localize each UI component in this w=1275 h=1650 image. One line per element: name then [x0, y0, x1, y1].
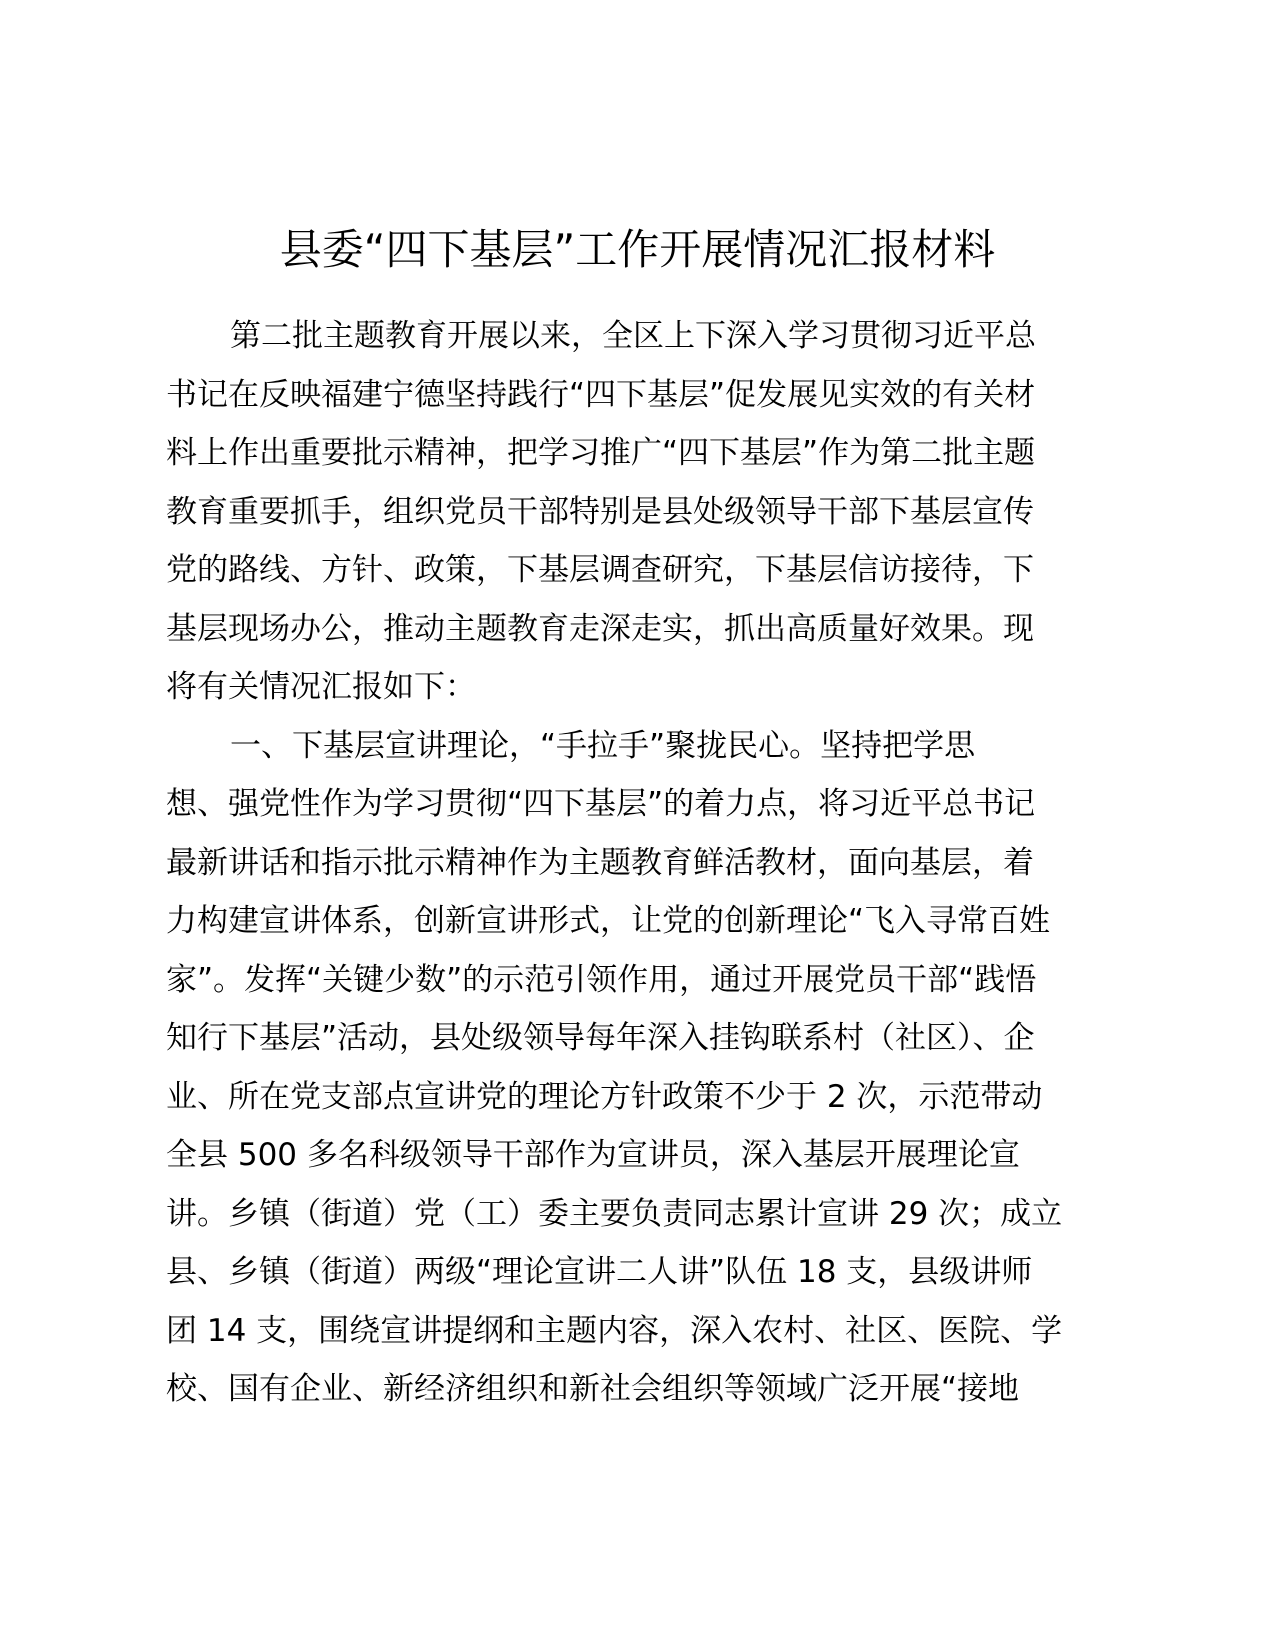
paragraph-line: 团 14 支，围绕宣讲提纲和主题内容，深入农村、社区、医院、学 — [166, 1312, 1063, 1349]
paragraph-line: 家”。发挥“关键少数”的示范引领作用，通过开展党员干部“践悟 — [166, 961, 1037, 998]
paragraph-line: 料上作出重要批示精神，把学习推广“四下基层”作为第二批主题 — [166, 435, 1036, 471]
document-body — [166, 307, 1126, 1419]
document-title: 县委“四下基层”工作开展情况汇报材料 — [279, 225, 996, 274]
paragraph-line: 县、乡镇（街道）两级“理论宣讲二人讲”队伍 18 支，县级讲师 — [166, 1254, 1033, 1290]
paragraph-line: 力构建宣讲体系，创新宣讲形式，让党的创新理论“飞入寻常百姓 — [166, 903, 1051, 939]
paragraph-line: 讲。乡镇（街道）党（工）委主要负责同志累计宣讲 29 次；成立 — [166, 1195, 1063, 1232]
paragraph-line: 业、所在党支部点宣讲党的理论方针政策不少于 2 次，示范带动 — [166, 1078, 1043, 1115]
paragraph-line: 全县 500 多名科级领导干部作为宣讲员，深入基层开展理论宣 — [166, 1137, 1020, 1173]
paragraph-line: 将有关情况汇报如下： — [166, 669, 476, 705]
paragraph-line: 想、强党性作为学习贯彻“四下基层”的着力点，将习近平总书记 — [166, 786, 1036, 822]
paragraph-line: 基层现场办公，推动主题教育走深走实，抓出高质量好效果。现 — [166, 610, 1034, 647]
paragraph-line: 书记在反映福建宁德坚持践行“四下基层”促发展见实效的有关材 — [166, 376, 1036, 413]
paragraph-line: 最新讲话和指示批示精神作为主题教育鲜活教材，面向基层，着 — [166, 844, 1034, 881]
paragraph-line: 知行下基层”活动，县处级领导每年深入挂钩联系村（社区）、企 — [166, 1020, 1035, 1056]
paragraph-line: 教育重要抓手，组织党员干部特别是县处级领导干部下基层宣传 — [166, 493, 1034, 530]
paragraph-line: 校、国有企业、新经济组织和新社会组织等领域广泛开展“接地 — [166, 1371, 1020, 1407]
section-heading-line: 一、下基层宣讲理论，“手拉手”聚拢民心。坚持把学思 — [230, 727, 976, 764]
paragraph-line: 党的路线、方针、政策，下基层调查研究，下基层信访接待，下 — [166, 552, 1034, 588]
paragraph-line: 第二批主题教育开展以来，全区上下深入学习贯彻习近平总 — [230, 318, 1036, 354]
